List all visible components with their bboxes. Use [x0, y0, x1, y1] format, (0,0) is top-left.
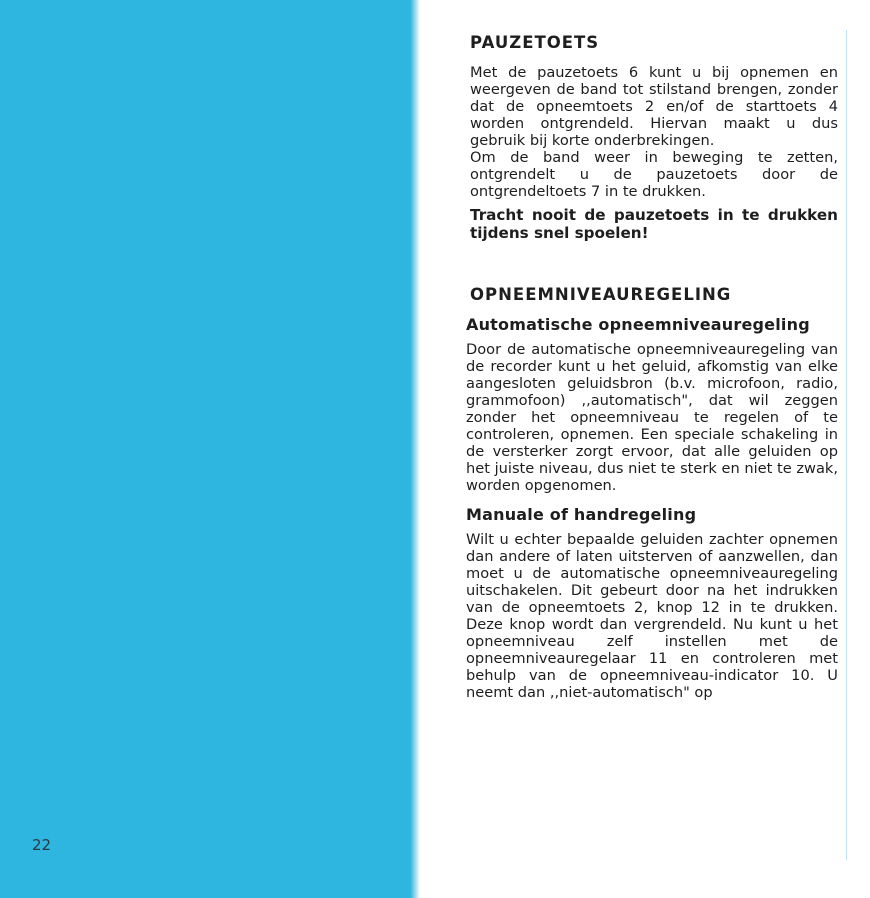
pauzetoets-paragraph-2: Om de band weer in beweging te zetten, ontgrendelt u de pauzetoets door de ontgrendeltoets 7 in te drukken. [470, 149, 838, 200]
page-edge-rule [846, 30, 847, 860]
section-title-pauzetoets: PAUZETOETS [470, 33, 600, 52]
page-number: 22 [32, 836, 52, 854]
subhead-manual: Manuale of handregeling [466, 505, 697, 524]
section-title-opneemniveau: OPNEEMNIVEAUREGELING [470, 285, 732, 304]
blue-panel [0, 0, 412, 898]
pauzetoets-paragraph-1: Met de pauzetoets 6 kunt u bij opnemen en weergeven de band tot stilstand brengen, zonder dat de opneemtoets 2 en/of de starttoets 4 worden ontgrendeld. Hiervan maakt u dus gebruik bij korte onderbrekingen. [470, 64, 838, 149]
automatic-paragraph: Door de automatische opneemniveauregeling van de recorder kunt u het geluid, afkomstig van elke aangesloten geluidsbron (b.v. microfoon, radio, grammofoon) ,,automatisch", dat wil zeggen zonder het opneemniveau te regelen of te controleren, opnemen. Een speciale schakeling in de versterker zorgt ervoor, dat alle geluiden op het juiste niveau, dus niet te sterk en niet te zwak, worden opgenomen. [466, 341, 838, 494]
panel-edge [404, 0, 420, 898]
text-column [466, 34, 838, 701]
pauzetoets-warning: Tracht nooit de pauzetoets in te drukken tijdens snel spoelen! [470, 206, 838, 242]
manual-paragraph: Wilt u echter bepaalde geluiden zachter opnemen dan andere of laten uitsterven of aanzwellen, dan moet u de automatische opneemniveauregeling uitschakelen. Dit gebeurt door na het indrukken van de opneemtoets 2, knop 12 in te drukken. Deze knop wordt dan vergrendeld. Nu kunt u het opneemniveau zelf instellen met de opneemniveauregelaar 11 en controleren met behulp van de opneemniveau-indicator 10. U neemt dan ,,niet-automatisch" op [466, 531, 838, 701]
subhead-automatic: Automatische opneemniveauregeling [466, 315, 810, 334]
